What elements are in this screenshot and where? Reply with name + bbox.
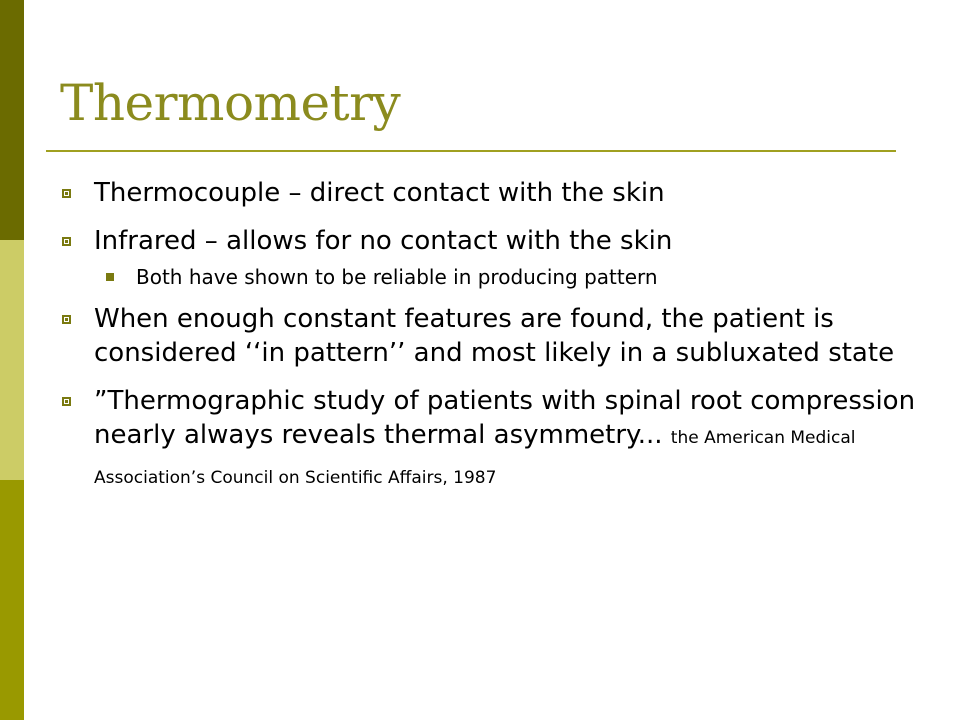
slide-content	[62, 176, 922, 512]
square-bullet-icon	[62, 315, 71, 324]
bullet-item-quote	[62, 384, 922, 498]
bullet-item	[62, 176, 922, 210]
bullet-text: Thermocouple – direct contact with the skin	[94, 178, 665, 208]
slide-title: Thermometry	[60, 74, 401, 132]
accent-bar	[0, 0, 24, 720]
sub-bullet-item	[62, 264, 922, 290]
accent-band-top	[0, 0, 24, 240]
square-bullet-icon	[62, 237, 71, 246]
square-bullet-icon	[62, 189, 71, 198]
filled-square-bullet-icon	[106, 273, 114, 281]
bullet-item	[62, 302, 922, 370]
square-bullet-icon	[62, 397, 71, 406]
sub-bullet-text: Both have shown to be reliable in producing pattern	[136, 265, 658, 289]
bullet-text: Infrared – allows for no contact with the skin	[94, 226, 673, 256]
quote-text: ”Thermographic study of patients with spinal root compression nearly always reveals thermal asymmetry...	[94, 386, 916, 450]
quote-citation: the American Medical Association’s Council on Scientific Affairs, 1987	[94, 428, 856, 488]
accent-band-middle	[0, 240, 24, 480]
bullet-text: When enough constant features are found, the patient is considered ‘‘in pattern’’ and most likely in a subluxated state	[94, 304, 895, 368]
title-underline	[46, 150, 896, 152]
bullet-item	[62, 224, 922, 258]
accent-band-bottom	[0, 480, 24, 720]
